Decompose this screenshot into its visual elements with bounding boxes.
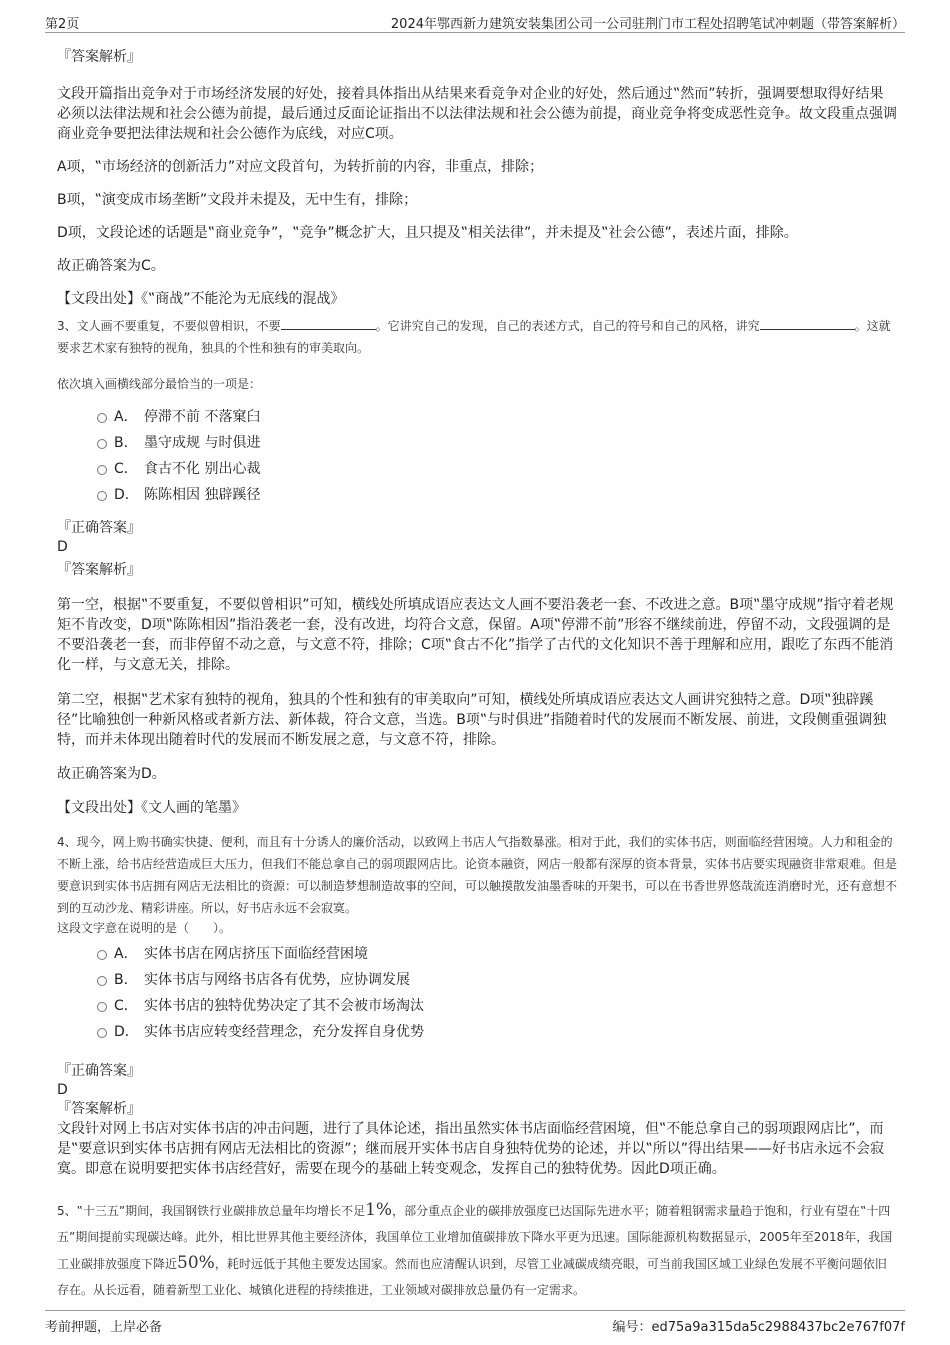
page-footer [45,1310,905,1335]
radio-icon[interactable] [97,950,107,960]
q2-analysis-option-d: D项，文段论述的话题是‟商业竞争”，‟竞争”概念扩大，且只提及‟相关法律”，并未提及‟社会公德”，表述片面，排除。 [57,225,798,241]
q3-source: 【文段出处】《文人画的笔墨》 [57,800,246,816]
q2-analysis-para1: 文段开篇指出竞争对于市场经济发展的好处，接着具体指出从结果来看竞争对企业的好处，然后通过‟然而”转折，强调要想取得好结果必须以法律法规和社会公德为前提，最后通过反面论证指出不以法律法规和社会公德为前提，商业竞争将变成恶性竞争。故文段重点强调商业竞争要把法律法规和社会公德作为底线，对应C项。 [57,86,897,142]
q4-analysis-label: 『答案解析』 [57,1101,141,1117]
q3-option-a[interactable]: A． 停滞不前 不落窠臼 [57,404,897,430]
q2-analysis-label: 『答案解析』 [57,49,141,65]
q4-option-c[interactable]: C． 实体书店的独特优势决定了其不会被市场淘汰 [57,993,897,1019]
radio-icon[interactable] [97,439,107,449]
q3-option-d[interactable]: D． 陈陈相因 独辟蹊径 [57,482,897,508]
q4-prompt: 这段文字意在说明的是（ ）。 [57,921,232,935]
q3-option-c[interactable]: C． 食古不化 别出心裁 [57,456,897,482]
q3-option-b[interactable]: B． 墨守成规 与时俱进 [57,430,897,456]
radio-icon[interactable] [97,413,107,423]
q5-part1: 5、‟十三五”期间，我国钢铁行业碳排放总量年均增长不足 [57,1204,366,1218]
q3-conclusion: 故正确答案为D。 [57,766,166,782]
footer-serial: 编号：ed75a9a315da5c2988437bc2e767f07f [612,1320,905,1335]
q3-blank-2 [760,317,855,330]
q3-stem-part1: 3、文人画不要重复，不要似曾相识，不要 [57,319,281,333]
q3-blank-1 [281,317,376,330]
footer-slogan: 考前押题，上岸必备 [45,1320,163,1335]
q3-analysis-para2: 第二空，根据‟艺术家有独特的视角，独具的个性和独有的审美取向”可知，横线处所填成语应表达文人画讲究独特之意。D项‟独辟蹊径”比喻独创一种新风格或者新方法、新体裁，符合文意，当选。B项‟与时俱进”指随着时代的发展而不断发展、前进，文段侧重强调独特，而并未体现出随着时代的发展而不断发展之意，与文意不符，排除。 [57,692,887,748]
q2-analysis-option-a: A项，‟市场经济的创新活力”对应文段首句，为转折前的内容，非重点，排除； [57,159,544,175]
q5-part3: ，耗时远低于其他主要发达国家。然而也应清醒认识到，尽管工业减碳成绩亮眼，可当前我国区域工业绿色发展不平衡问题依旧存在。从长远看，随着新型工业化、城镇化进程的持续推进，工业领域对碳排放总量仍有一定需求。 [57,1257,887,1297]
q3-stem-part2: 。它讲究自己的发现，自己的表述方式，自己的符号和自己的风格，讲究 [375,319,760,333]
q4-options [57,941,897,1045]
q4-option-d[interactable]: D． 实体书店应转变经营理念，充分发挥自身优势 [57,1019,897,1045]
document-title: 2024年鄂西新力建筑安装集团公司一公司驻荆门市工程处招聘笔试冲刺题（带答案解析） [390,17,905,32]
radio-icon[interactable] [97,1002,107,1012]
q5-pct-1: 1% [365,1200,393,1220]
q5-pct-2: 50% [177,1253,215,1273]
q3-correct-label: 『正确答案』 [57,520,141,536]
q4-stem: 4、现今，网上购书确实快捷、便利，而且有十分诱人的廉价活动，以致网上书店人气指数暴涨。相对于此，我们的实体书店，则面临经营困境。人力和租金的不断上涨，给书店经营造成巨大压力，但我们不能总拿自己的弱项跟网店比。论资本融资，网店一般都有深厚的资本背景，实体书店要实现融资非常艰难。但是要意识到实体书店拥有网店无法相比的资源：可以制造梦想制造故事的空间，可以触摸散发油墨香味的开架书，可以在书香世界悠哉流连消磨时光，还有意想不到的互动沙龙、精彩讲座。所以，好书店永远不会寂寞。 [57,835,898,915]
q3-correct-answer: D [57,539,68,555]
q3-prompt: 依次填入画横线部分最恰当的一项是： [57,377,262,391]
q3-stem [57,315,897,359]
q3-stem-part3: 。这就要求艺术家有独特的视角，独具的个性和独有的审美取向。 [57,319,891,355]
q4-correct-answer: D [57,1082,68,1098]
page-content [57,44,897,1303]
q3-options [57,404,897,508]
q3-analysis-label: 『答案解析』 [57,562,141,578]
radio-icon[interactable] [97,465,107,475]
q4-correct-label: 『正确答案』 [57,1063,141,1079]
q3-analysis-para1: 第一空，根据‟不要重复，不要似曾相识”可知，横线处所填成语应表达文人画不要沿袭老一套、不改进之意。B项‟墨守成规”指守着老规矩不肯改变，D项‟陈陈相因”指沿袭老一套，没有改进，均符合文意，保留。A项‟停滞不前”形容不继续前进，停留不动，文段强调的是不要沿袭老一套，而非停留不动之意，与文意不符，排除；C项‟食古不化”指学了古代的文化知识不善于理解和应用，跟吃了东西不能消化一样，与文意无关，排除。 [57,597,894,673]
radio-icon[interactable] [97,976,107,986]
q2-analysis-option-b: B项，‟演变成市场垄断”文段并未提及，无中生有，排除； [57,192,418,208]
radio-icon[interactable] [97,1028,107,1038]
q4-option-a[interactable]: A． 实体书店在网店挤压下面临经营困境 [57,941,897,967]
page-number: 第2页 [45,17,80,32]
q5-stem [57,1197,897,1303]
page-header [45,10,905,33]
q2-source: 【文段出处】《‟商战”不能沦为无底线的混战》 [57,291,345,307]
radio-icon[interactable] [97,491,107,501]
q4-option-b[interactable]: B． 实体书店与网络书店各有优势，应协调发展 [57,967,897,993]
q4-analysis: 文段针对网上书店对实体书店的冲击问题，进行了具体论述，指出虽然实体书店面临经营困境，但‟不能总拿自己的弱项跟网店比”，而是‟要意识到实体书店拥有网店无法相比的资源”；继而展开实体书店自身独特优势的论述，并以‟所以”得出结果——好书店永远不会寂寞。即意在说明要把实体书店经营好，需要在现今的基础上转变观念，发挥自己的独特优势。因此D项正确。 [57,1121,885,1177]
q5-part2: ，部分重点企业的碳排放强度已达国际先进水平；随着粗钢需求量趋于饱和，行业有望在‟十四五”期间提前实现碳达峰。此外，相比世界其他主要经济体，我国单位工业增加值碳排放下降水平更为迅速。国际能源机构数据显示，2005年至2018年，我国工业碳排放强度下降近 [57,1204,893,1271]
q2-conclusion: 故正确答案为C。 [57,258,165,274]
